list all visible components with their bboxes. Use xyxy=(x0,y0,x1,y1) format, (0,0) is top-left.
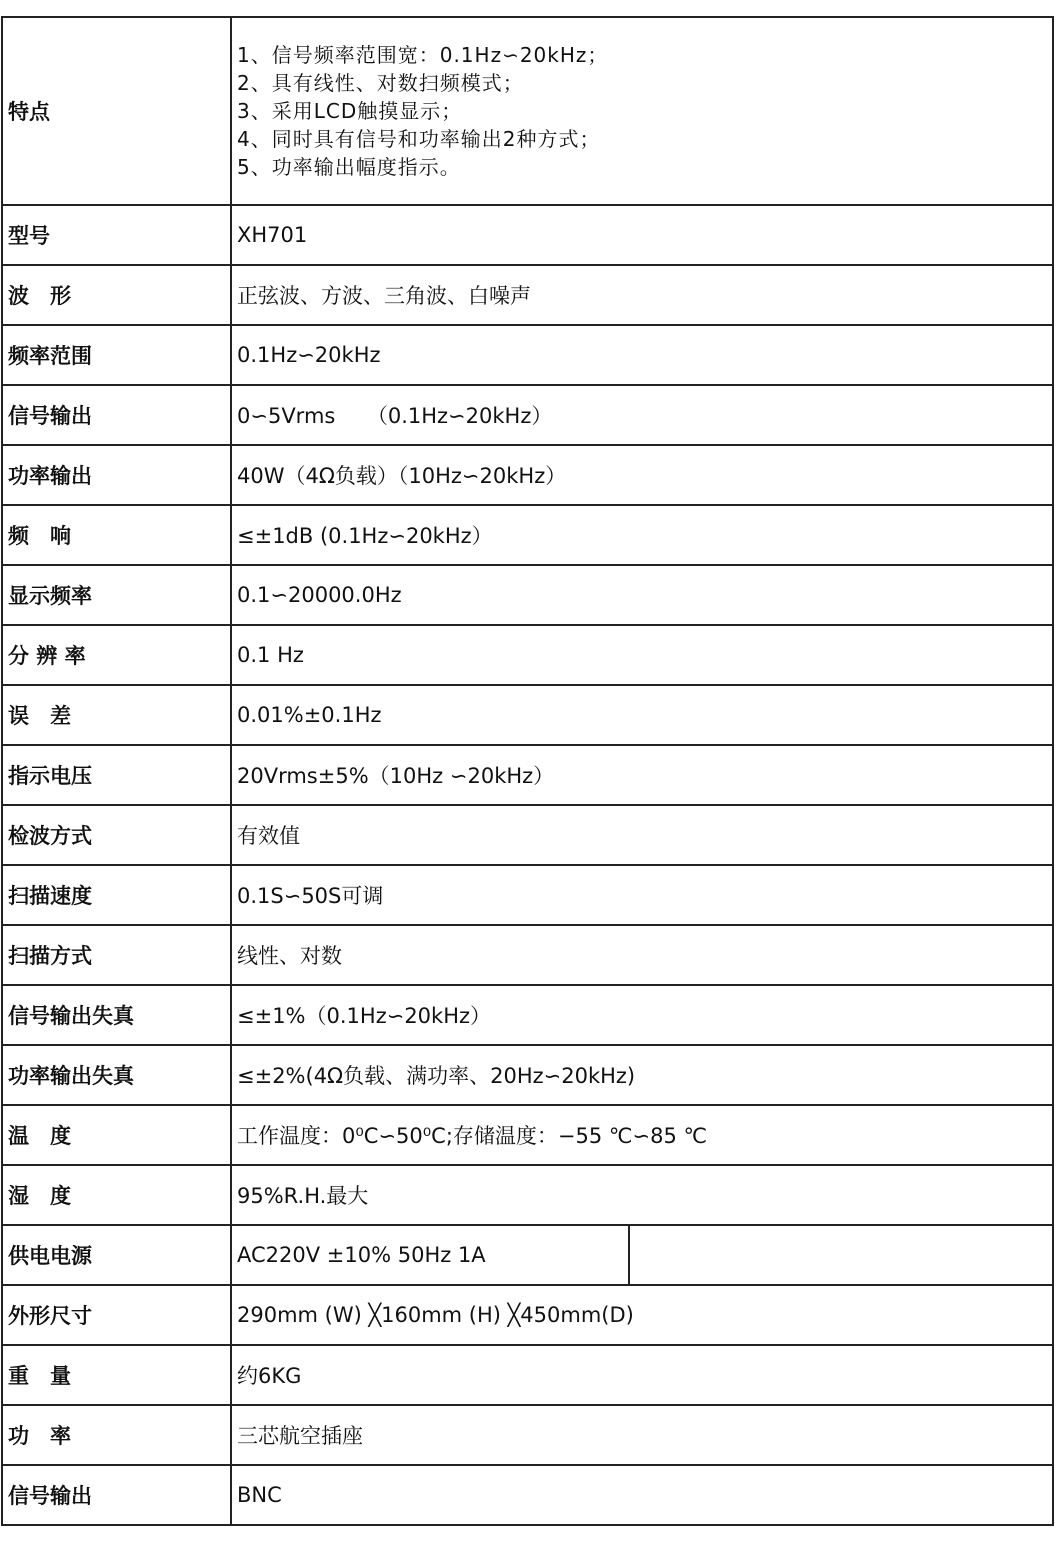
table-row xyxy=(2,505,1053,565)
table-row xyxy=(2,265,1053,325)
empty-cell xyxy=(629,1225,1053,1285)
row-label: 显示频率 xyxy=(2,565,231,625)
feature-item: 4、同时具有信号和功率输出2种方式； xyxy=(237,127,601,151)
table-row xyxy=(2,865,1053,925)
table-row xyxy=(2,805,1053,865)
table-row xyxy=(2,1285,1053,1345)
table-row xyxy=(2,385,1053,445)
row-label: 重 量 xyxy=(2,1345,231,1405)
feature-item: 3、采用LCD触摸显示； xyxy=(237,99,463,123)
feature-item: 2、具有线性、对数扫频模式； xyxy=(237,71,524,95)
feature-item: 1、信号频率范围宽：0.1Hz∽20kHz； xyxy=(237,43,609,67)
row-value: 0.1Hz∽20kHz xyxy=(231,325,1053,385)
row-value: XH701 xyxy=(231,205,1053,265)
features-cell xyxy=(231,17,1053,205)
row-label: 频率范围 xyxy=(2,325,231,385)
table-row xyxy=(2,1105,1053,1165)
row-label: 功率输出失真 xyxy=(2,1045,231,1105)
row-label: 功 率 xyxy=(2,1405,231,1465)
row-label: 扫描速度 xyxy=(2,865,231,925)
row-label: 误 差 xyxy=(2,685,231,745)
table-row xyxy=(2,685,1053,745)
row-value: 0.1∽20000.0Hz xyxy=(231,565,1053,625)
row-value: 20Vrms±5%（10Hz ∽20kHz） xyxy=(231,745,1053,805)
row-label: 功率输出 xyxy=(2,445,231,505)
table-row-power-supply xyxy=(2,1225,1053,1285)
row-label: 波 形 xyxy=(2,265,231,325)
table-row xyxy=(2,565,1053,625)
row-label: 指示电压 xyxy=(2,745,231,805)
table-row xyxy=(2,925,1053,985)
table-row xyxy=(2,1165,1053,1225)
row-value: ≤±1%（0.1Hz∽20kHz） xyxy=(231,985,1053,1045)
row-value: 95%R.H.最大 xyxy=(231,1165,1053,1225)
table-row xyxy=(2,1345,1053,1405)
table-row xyxy=(2,445,1053,505)
row-value: 0.1 Hz xyxy=(231,625,1053,685)
row-label: 分 辨 率 xyxy=(2,625,231,685)
row-label: 型号 xyxy=(2,205,231,265)
row-label: 特点 xyxy=(2,17,231,205)
table-row xyxy=(2,985,1053,1045)
row-value: 0∽5Vrms （0.1Hz∽20kHz） xyxy=(231,385,1053,445)
row-value: 线性、对数 xyxy=(231,925,1053,985)
row-label: 湿 度 xyxy=(2,1165,231,1225)
row-label: 供电电源 xyxy=(2,1225,231,1285)
row-value: BNC xyxy=(231,1465,1053,1525)
spec-table xyxy=(1,16,1054,1526)
row-label: 温 度 xyxy=(2,1105,231,1165)
table-row-features xyxy=(2,17,1053,205)
features-list xyxy=(237,41,1052,181)
row-value: 三芯航空插座 xyxy=(231,1405,1053,1465)
row-value: 正弦波、方波、三角波、白噪声 xyxy=(231,265,1053,325)
row-value: 290mm (W) ╳160mm (H) ╳450mm(D) xyxy=(231,1285,1053,1345)
row-value: 40W（4Ω负载）（10Hz∽20kHz） xyxy=(231,445,1053,505)
table-row xyxy=(2,1465,1053,1525)
row-label: 信号输出失真 xyxy=(2,985,231,1045)
row-label: 检波方式 xyxy=(2,805,231,865)
row-value: ≤±2%(4Ω负载、满功率、20Hz∽20kHz) xyxy=(231,1045,1053,1105)
row-label: 外形尺寸 xyxy=(2,1285,231,1345)
row-value: 0.1S∽50S可调 xyxy=(231,865,1053,925)
row-value: ≤±1dB (0.1Hz∽20kHz） xyxy=(231,505,1053,565)
row-label: 扫描方式 xyxy=(2,925,231,985)
table-row xyxy=(2,205,1053,265)
table-row xyxy=(2,325,1053,385)
table-row xyxy=(2,1405,1053,1465)
row-value: 约6KG xyxy=(231,1345,1053,1405)
table-row xyxy=(2,1045,1053,1105)
row-value: 有效值 xyxy=(231,805,1053,865)
table-row xyxy=(2,625,1053,685)
feature-item: 5、功率输出幅度指示。 xyxy=(237,155,461,179)
row-value: 0.01%±0.1Hz xyxy=(231,685,1053,745)
row-label: 信号输出 xyxy=(2,1465,231,1525)
row-value: AC220V ±10% 50Hz 1A xyxy=(231,1225,629,1285)
row-label: 信号输出 xyxy=(2,385,231,445)
row-value: 工作温度：0⁰C∽50⁰C;存储温度：−55 ℃∽85 ℃ xyxy=(231,1105,1053,1165)
spec-table-body xyxy=(2,17,1053,1525)
row-label: 频 响 xyxy=(2,505,231,565)
table-row xyxy=(2,745,1053,805)
